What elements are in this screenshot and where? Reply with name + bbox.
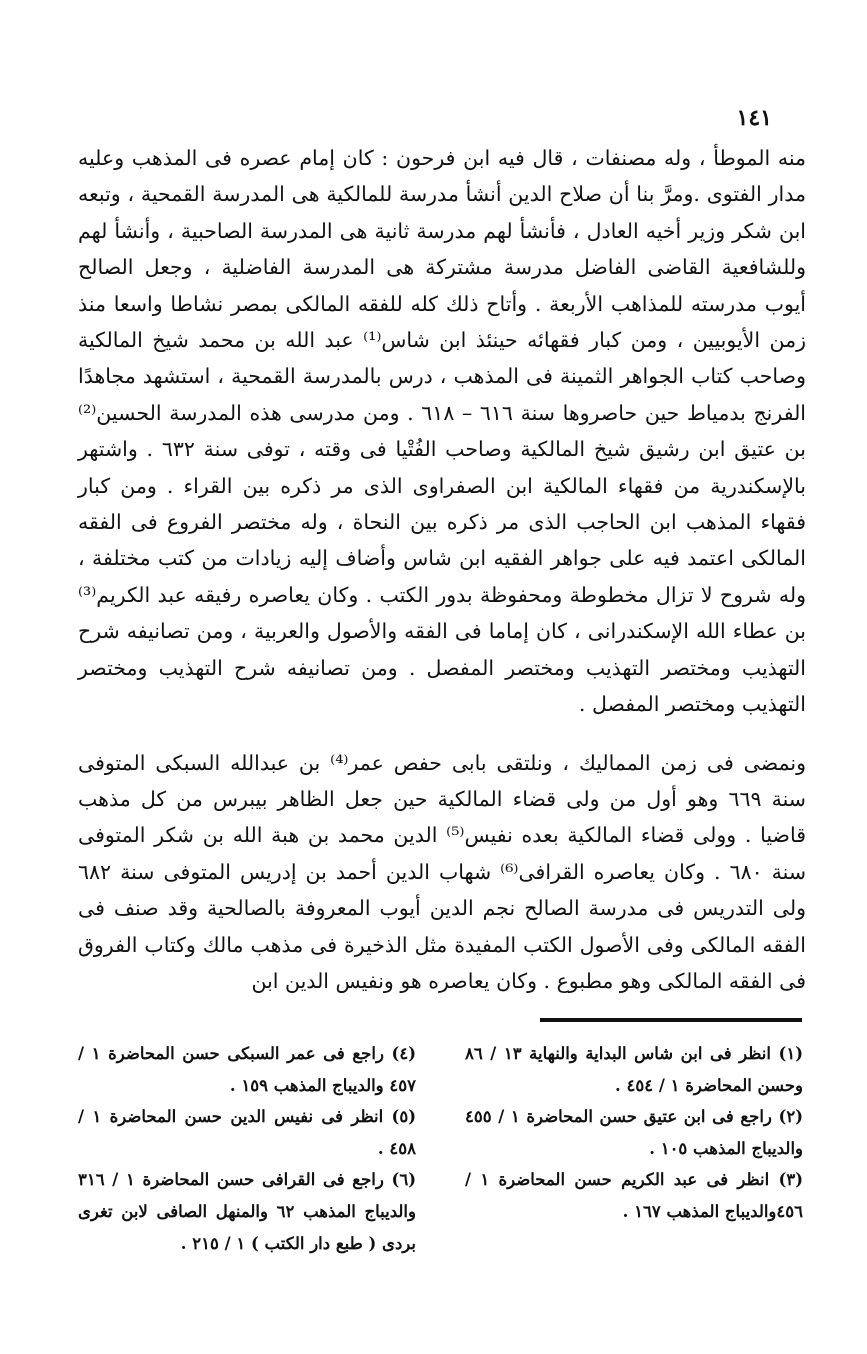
footnote-3: (٣) انظر فى عبد الكريم حسن المحاضرة ١ / ٤٥٦والديباج المذهب ١٦٧ .: [465, 1170, 803, 1221]
paragraph-2: ونمضى فى زمن المماليك ، ونلتقى بابى حفص عمر⁽⁴⁾ بن عبدالله السبكى المتوفى سنة ٦٦٩ وهو أول من ولى قضاء المالكية حين جعل الظاهر بيبرس من كل مذهب قاضيا . وولى قضاء المالكية بعده نفيس⁽⁵⁾ الدين محمد بن هبة الله بن شكر المتوفى سنة ٦٨٠ . وكان يعاصره القرافى⁽⁶⁾ شهاب الدين أحمد بن إدريس المتوفى سنة ٦٨٢ ولى التدريس فى مدرسة الصالح نجم الدين أيوب المعروفة بالصالحية وقد صنف فى الفقه المالكى وفى الأصول الكتب المفيدة مثل الذخيرة فى مذهب مالك وكتاب الفروق فى الفقه المالكى وهو مطبوع . وكان يعاصره هو ونفيس الدين ابن: [78, 750, 806, 993]
footnote-2: (٢) راجع فى ابن عتيق حسن المحاضرة ١ / ٤٥٥ والديباج المذهب ١٠٥ .: [465, 1107, 804, 1158]
footnote-6: (٦) راجع فى القرافى حسن المحاضرة ١ / ٣١٦ والديباج المذهب ٦٢ والمنهل الصافى لابن تغرى بردى ( طبع دار الكتب ) ١ / ٢١٥ .: [78, 1170, 417, 1253]
page-number: ١٤١: [736, 105, 772, 131]
footnote-5: (٥) انظر فى نفيس الدين حسن المحاضرة ١ / ٤٥٨ .: [78, 1107, 416, 1158]
footnotes-right-column: [465, 1038, 803, 1228]
footnotes-left-column: [78, 1038, 416, 1259]
paragraph-1: منه الموطأ ، وله مصنفات ، قال فيه ابن فرحون : كان إمام عصره فى المذهب وعليه مدار الفتوى .ومرَّ بنا أن صلاح الدين أنشأ مدرسة للمالكية هى المدرسة القمحية ، وتبعه ابن شكر وزير أخيه العادل ، فأنشأ لهم مدرسة ثانية هى المدرسة الصاحبية ، وأنشأ لهم وللشافعية القاضى الفاضل مدرسة مشتركة هى المدرسة الفاضلية ، وجعل الصالح أيوب مدرسته للمذاهب الأربعة . وأتاح ذلك كله للفقه المالكى بمصر نشاطا واسعا منذ زمن الأيوبيين ، ومن كبار فقهائه حينئذ ابن شاس⁽¹⁾ عبد الله بن محمد شيخ المالكية وصاحب كتاب الجواهر الثمينة فى المذهب ، درس بالمدرسة القمحية ، استشهد مجاهدًا الفرنج بدمياط حين حاصروها سنة ٦١٦ – ٦١٨ . ومن مدرسى هذه المدرسة الحسين⁽²⁾ بن عتيق ابن رشيق شيخ المالكية وصاحب الفُتْيا فى وقته ، توفى سنة ٦٣٢ . واشتهر بالإسكندرية من فقهاء المالكية ابن الصفراوى الذى مر ذكره بين القراء . ومن كبار فقهاء المذهب ابن الحاجب الذى مر ذكره بين النحاة ، وله مختصر الفروع فى الفقه المالكى اعتمد فيه على جواهر الفقيه ابن شاس وأضاف إليه زيادات من كتب مختلفة ، وله شروح لا تزال مخطوطة ومحفوظة بدور الكتب . وكان يعاصره رفيقه عبد الكريم⁽³⁾ بن عطاء الله الإسكندرانى ، كان إماما فى الفقه والأصول والعربية ، ومن تصانيفه شرح التهذيب ومختصر التهذيب ومختصر المفصل . ومن تصانيفه شرح التهذيب ومختصر التهذيب ومختصر المفصل .: [78, 146, 807, 717]
footnote-separator: [540, 1018, 802, 1022]
footnote-4: (٤) راجع فى عمر السبكى حسن المحاضرة ١ / ٤٥٧ والديباج المذهب ١٥٩ .: [78, 1044, 416, 1095]
main-text: [78, 140, 806, 999]
footnote-1: (١) انظر فى ابن شاس البداية والنهاية ١٣ / ٨٦ وحسن المحاضرة ١ / ٤٥٤ .: [465, 1044, 804, 1095]
